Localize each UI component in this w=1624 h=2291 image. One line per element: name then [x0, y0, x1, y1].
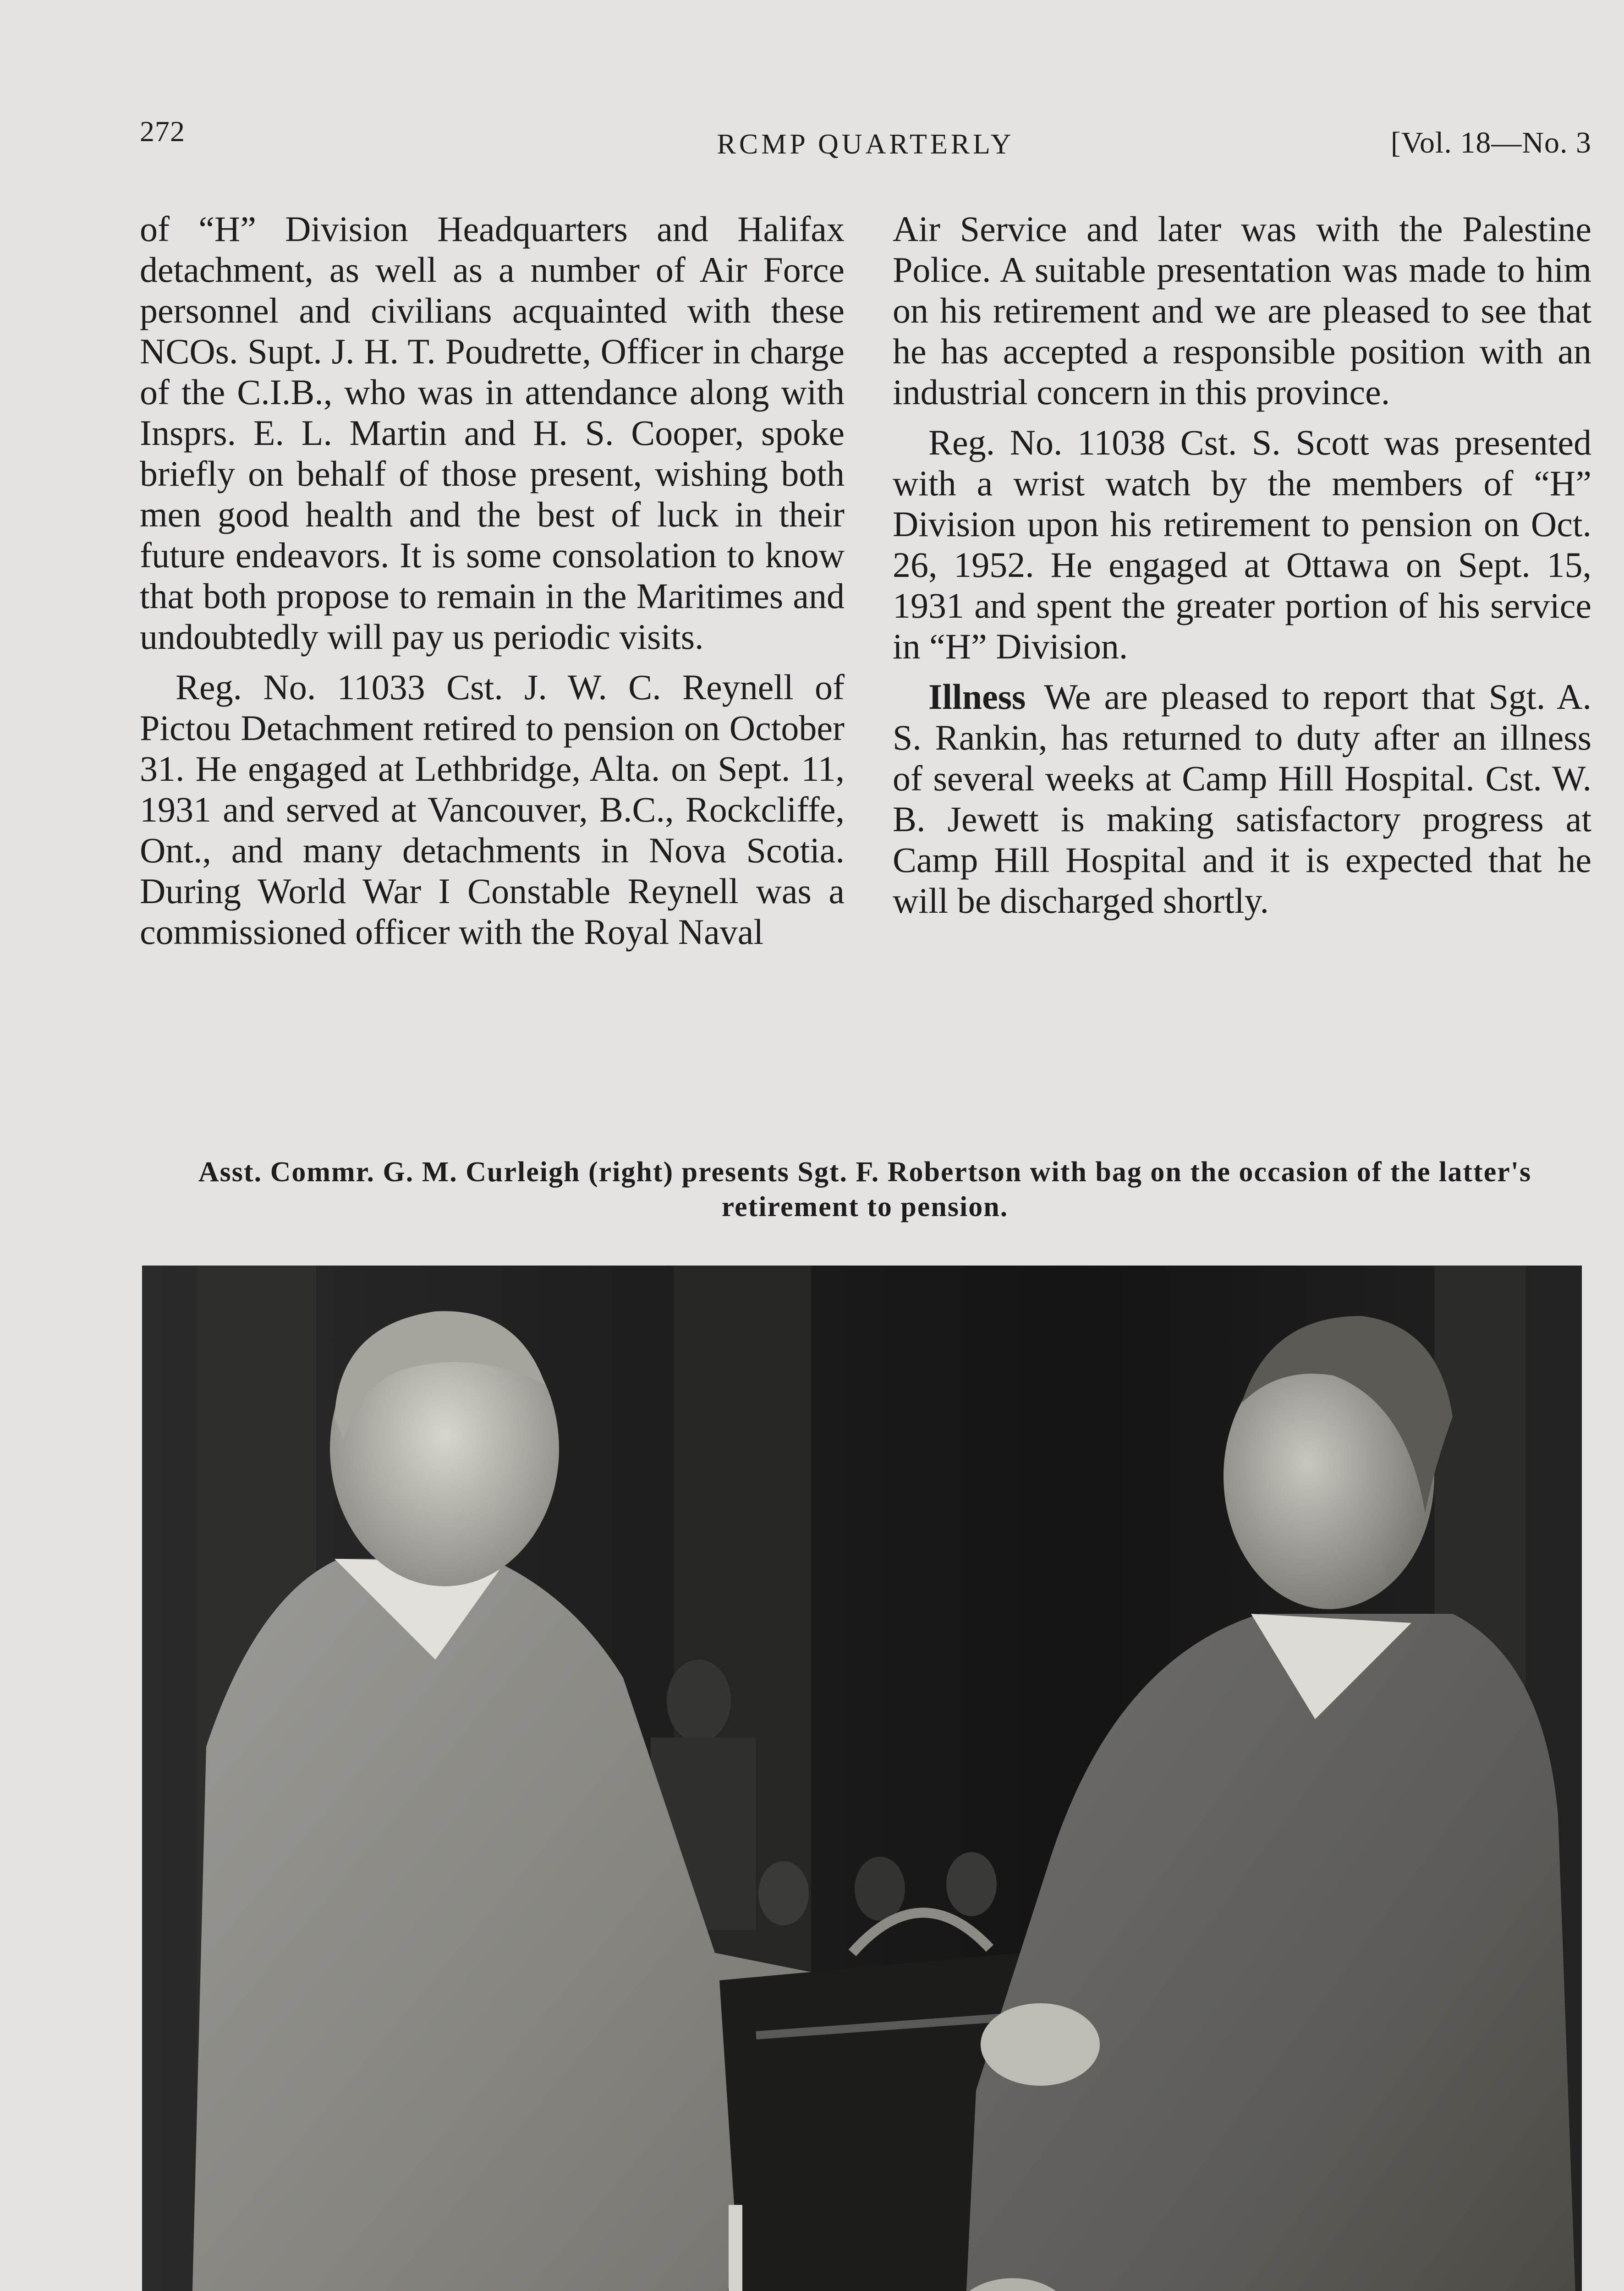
paragraph-scott-retirement: Reg. No. 11038 Cst. S. Scott was presented with a wrist watch by the members of “H” Division upon his retirement to pension on Oct. 26, 1952. He engaged at Ottawa on Sept. 15, 1931 and spent the greater portion of his service in “H” Division.	[893, 422, 1591, 666]
illness-text: We are pleased to report that Sgt. A. S. Rankin, has returned to duty after an illness of several weeks at Camp Hill Hospital. Cst. W. B. Jewett is making satisfactory progress at Camp Hill Hospital and it is expected that he will be discharged shortly.	[893, 677, 1591, 921]
retirement-photo-illustration	[142, 1266, 1582, 2291]
running-title: RCMP QUARTERLY	[717, 129, 1015, 160]
photo-caption: Asst. Commr. G. M. Curleigh (right) presents Sgt. F. Robertson with bag on the occasion of the latter's retirement to pension.	[198, 1156, 1532, 1222]
right-column	[893, 208, 1591, 931]
page-number: 272	[140, 115, 185, 148]
paragraph-reynell-retirement: Reg. No. 11033 Cst. J. W. C. Reynell of Pictou Detachment retired to pension on October 31. He engaged at Lethbridge, Alta. on Sept. 11, 1931 and served at Vancouver, B.C., Rockcliffe, Ont., and many detachments in Nova Scotia. During World War I Constable Reynell was a commissioned officer with the Royal Naval	[140, 667, 845, 952]
page-header	[140, 115, 1591, 170]
left-column	[140, 208, 845, 962]
issue-label: [Vol. 18—No. 3	[1390, 126, 1591, 159]
illness-heading: Illness	[928, 677, 1026, 717]
paragraph-reynell-continued: Air Service and later was with the Palestine Police. A suitable presentation was made to him on his retirement and we are pleased to see that he has accepted a responsible position with an industrial concern in this province.	[893, 209, 1591, 412]
retirement-photo	[142, 1266, 1582, 2291]
paragraph-division-farewell: of “H” Division Headquarters and Halifax detachment, as well as a number of Air Force personnel and civilians acquainted with these NCOs. Supt. J. H. T. Poudrette, Officer in charge of the C.I.B., who was in attendance along with Insprs. E. L. Martin and H. S. Cooper, spoke briefly on behalf of those present, wishing both men good health and the best of luck in their future endeavors. It is some consolation to know that both propose to remain in the Maritimes and undoubtedly will pay us periodic visits.	[140, 209, 845, 657]
paragraph-illness	[893, 676, 1591, 921]
